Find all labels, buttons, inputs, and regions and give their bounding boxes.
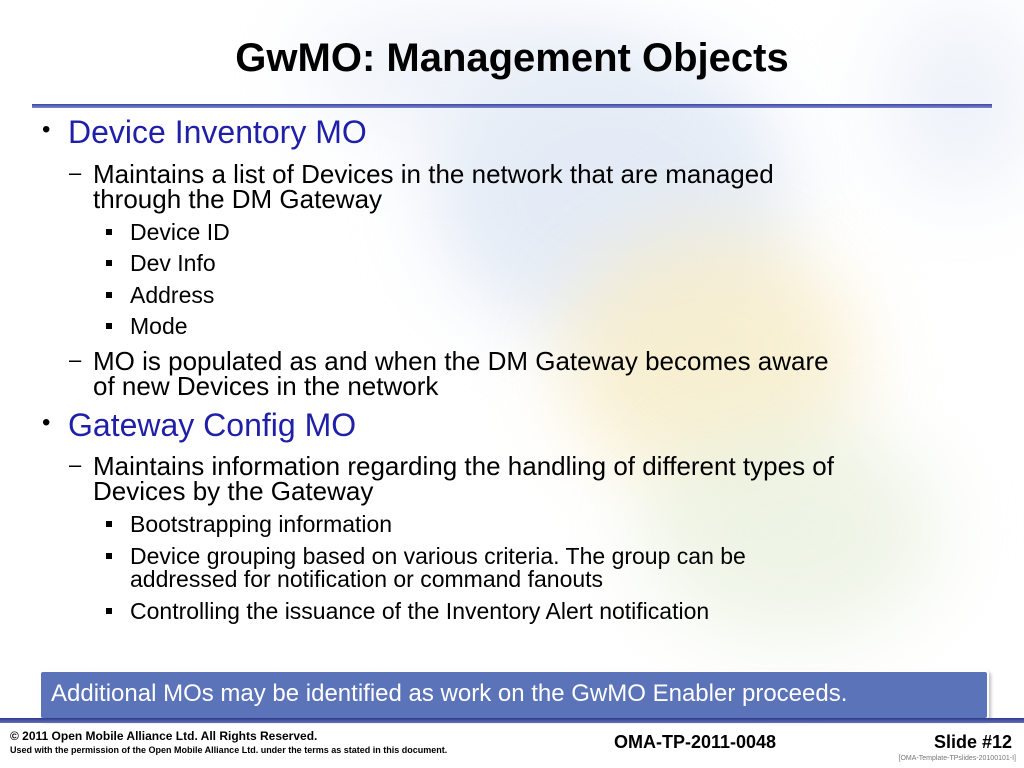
subpoint — [130, 545, 746, 591]
point-line: Maintains a list of Devices in the network that are managed — [93, 159, 774, 189]
subpoint — [130, 252, 216, 275]
callout-text: Additional MOs may be identified as work on the GwMO Enabler proceeds. — [51, 680, 848, 707]
permission-text: Used with the permission of the Open Mobile Alliance Ltd. under the terms as stated in this document. — [10, 745, 448, 755]
square-bullet-icon — [106, 292, 112, 298]
square-bullet-icon — [106, 521, 112, 527]
document-id: OMA-TP-2011-0048 — [614, 732, 777, 752]
dash-bullet-icon: – — [69, 347, 82, 372]
title-divider — [32, 104, 992, 108]
subpoint-text: Address — [130, 282, 215, 308]
subpoint-text: Mode — [130, 313, 188, 339]
point-line: of new Devices in the network — [93, 371, 439, 401]
point-line: Maintains information regarding the handling of different types of — [93, 451, 834, 481]
subpoint-text: Device ID — [130, 219, 230, 245]
section-heading — [42, 407, 357, 444]
subpoint-text: Bootstrapping information — [130, 511, 393, 537]
square-bullet-icon — [106, 260, 112, 266]
template-id: [OMA-Template-TPslides-20100101-I] — [898, 755, 1016, 762]
subpoint — [130, 315, 188, 338]
point — [69, 346, 829, 401]
subpoint-text: Controlling the issuance of the Inventory Alert notification — [130, 598, 710, 624]
bullet-dot-icon: • — [42, 116, 51, 143]
section-heading-text: Device Inventory MO — [68, 114, 367, 150]
square-bullet-icon — [106, 608, 112, 614]
section-heading-text: Gateway Config MO — [68, 407, 357, 443]
square-bullet-icon — [106, 553, 112, 559]
subpoint — [130, 513, 392, 536]
slide-number: Slide #12 — [933, 732, 1012, 752]
subpoint-line: Device grouping based on various criteria. The group can be — [130, 543, 746, 569]
square-bullet-icon — [106, 229, 112, 235]
point-line: MO is populated as and when the DM Gateway becomes aware — [93, 346, 829, 376]
subpoint — [130, 284, 214, 307]
square-bullet-icon — [106, 323, 112, 329]
slide-title: GwMO: Management Objects — [235, 36, 789, 80]
point — [69, 159, 774, 214]
point — [69, 451, 834, 506]
subpoint-line: addressed for notification or command fanouts — [130, 566, 604, 592]
subpoint — [130, 221, 230, 244]
subpoint — [130, 600, 709, 623]
footer-divider — [0, 718, 1024, 723]
bullet-dot-icon: • — [42, 409, 51, 436]
callout-box — [39, 670, 989, 720]
section-heading — [42, 114, 367, 151]
dash-bullet-icon: – — [69, 160, 82, 185]
subpoint-text: Dev Info — [130, 250, 216, 276]
point-line: Devices by the Gateway — [93, 476, 374, 506]
dash-bullet-icon: – — [69, 452, 82, 477]
copyright-text: © 2011 Open Mobile Alliance Ltd. All Rights Reserved. — [10, 729, 318, 743]
point-line: through the DM Gateway — [93, 184, 383, 214]
